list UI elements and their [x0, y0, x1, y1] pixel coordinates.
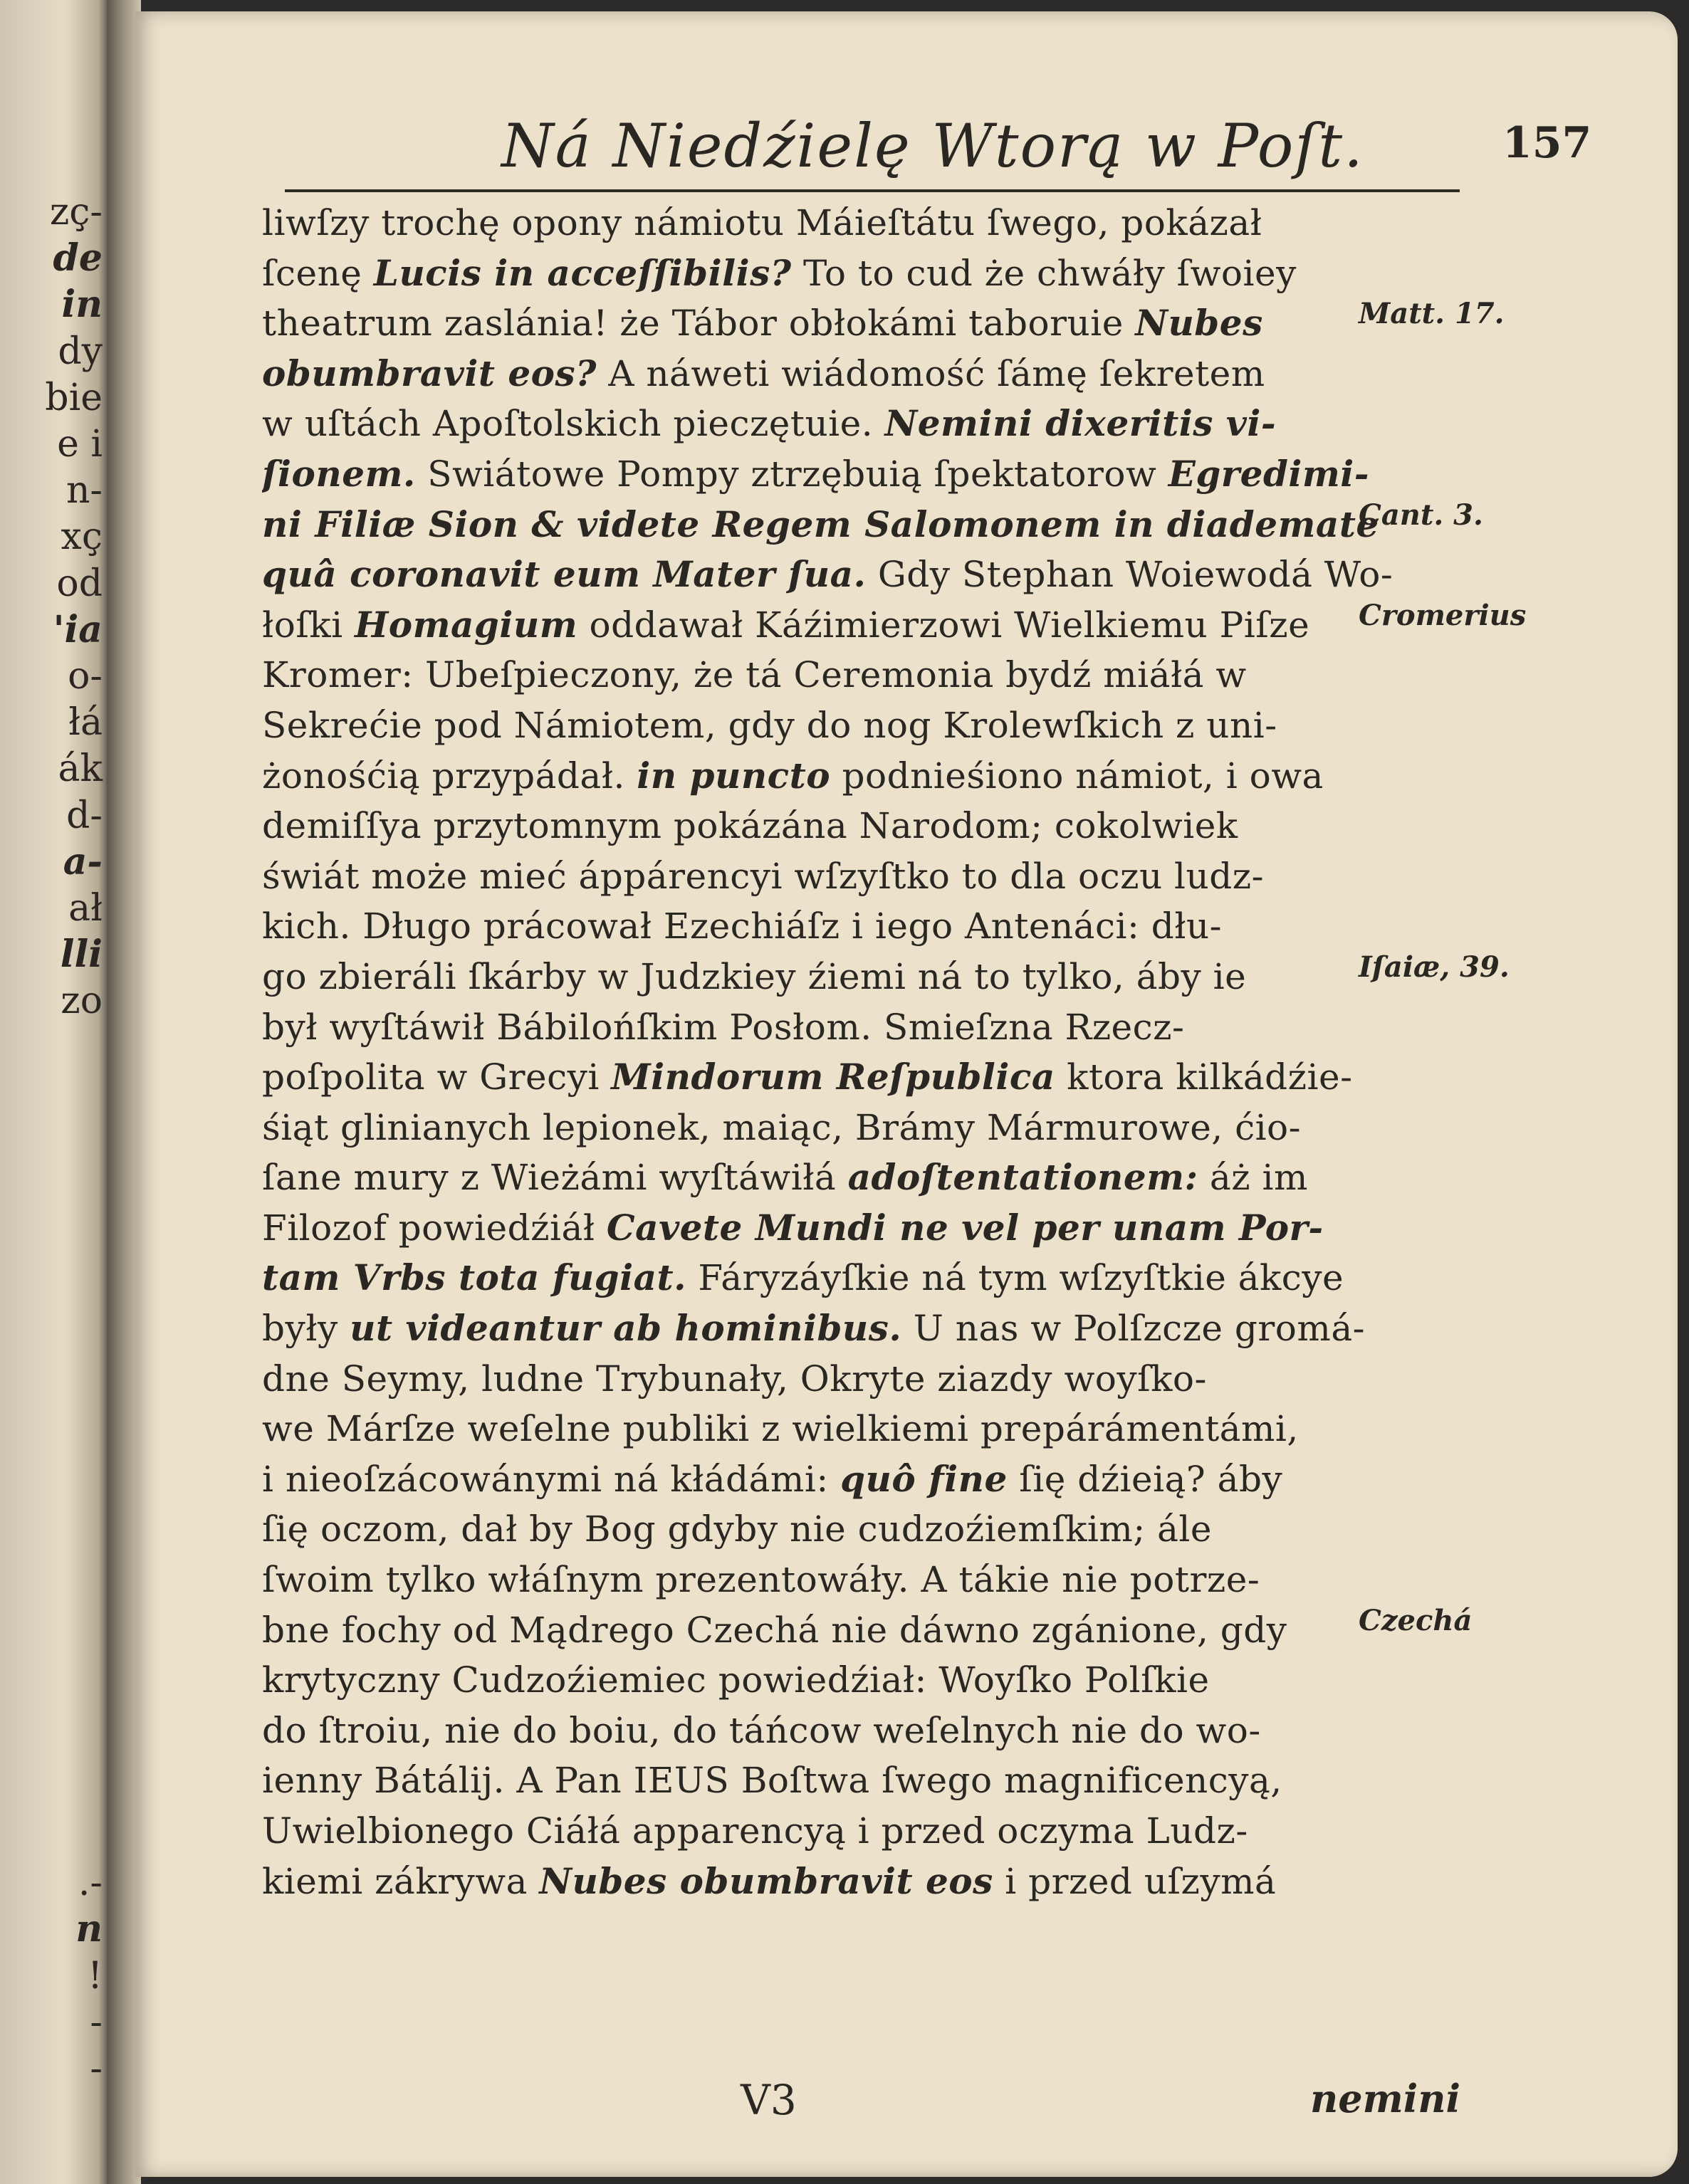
left-page-fragment: ał: [68, 887, 103, 930]
text-run: U nas w Polſzcze gromá-: [901, 1308, 1366, 1350]
latin-phrase: obumbravit eos?: [262, 352, 597, 394]
text-run: był wyſtáwił Bábilońſkim Posłom. Smieſzna Rzecz-: [262, 1006, 1185, 1048]
left-page-fragment: 'ia: [53, 607, 103, 651]
left-page-fragment: bie: [45, 376, 103, 419]
left-page-fragment: o-: [68, 655, 103, 698]
text-line: [262, 399, 1473, 449]
latin-phrase: tam Vrbs tota fugiat.: [262, 1256, 687, 1299]
marginal-note: Matt. 17.: [1359, 297, 1505, 331]
text-run: krytyczny Cudzoźiemiec powiedźiał: Woyſko Polſkie: [262, 1659, 1210, 1701]
text-line: [262, 1303, 1473, 1354]
left-page-fragment: n-: [66, 469, 103, 513]
text-line: [262, 851, 1473, 902]
left-page-fragment: od: [56, 562, 103, 605]
text-line: [262, 1655, 1473, 1706]
text-run: były: [262, 1308, 350, 1350]
left-page-fragment: lli: [60, 933, 103, 977]
latin-phrase: quô fine: [840, 1457, 1008, 1500]
left-page-fragment: zo: [61, 980, 103, 1023]
catchword: nemini: [1310, 2076, 1461, 2121]
latin-phrase: Nemini dixeritis vi-: [884, 402, 1277, 445]
text-run: áż im: [1198, 1157, 1308, 1199]
text-line: [262, 952, 1473, 1002]
left-page-fragment: !: [88, 1954, 103, 1997]
text-line: [262, 1002, 1473, 1053]
text-line: [262, 198, 1473, 248]
text-line: [262, 801, 1473, 851]
text-line: [262, 1504, 1473, 1555]
text-run: Gdy Stephan Woiewodá Wo-: [866, 554, 1393, 596]
latin-phrase: Nubes: [1135, 302, 1263, 345]
text-run: oddawał Káźimierzowi Wielkiemu Piſze: [577, 604, 1310, 646]
text-run: Swiátowe Pompy ztrzębuią ſpektatorow: [415, 453, 1168, 495]
latin-phrase: Mindorum Reſpublica: [611, 1056, 1055, 1098]
marginal-note: Cromerius: [1359, 598, 1527, 632]
left-page-fragment: e i: [57, 423, 103, 466]
text-line: [262, 298, 1473, 349]
latin-phrase: Egredimi-: [1168, 452, 1370, 495]
text-run: żonośćią przypádał.: [262, 755, 637, 797]
text-run: podnieśiono námiot, i owa: [830, 755, 1324, 797]
left-page-fragment: in: [61, 283, 103, 327]
text-run: ſwoim tylko włáſnym prezentowáły. A tákie nie potrze-: [262, 1559, 1260, 1601]
text-run: Kromer: Ubeſpieczony, że tá Ceremonia bydź miáłá w: [262, 654, 1247, 696]
page: [135, 11, 1678, 2177]
text-run: ſię dźieią? áby: [1007, 1458, 1283, 1500]
text-line: [262, 550, 1473, 600]
text-line: [262, 1605, 1473, 1656]
text-run: Sekrećie pod Námiotem, gdy do nog Krolewſkich z uni-: [262, 704, 1277, 746]
text-run: i przed uſzymá: [993, 1860, 1277, 1902]
left-page-fragment: de: [53, 236, 103, 280]
text-line: [262, 1857, 1473, 1907]
left-page-fragment: .-: [78, 1862, 103, 1905]
latin-phrase: adoſtentationem:: [847, 1156, 1198, 1199]
left-page-fragment: ák: [58, 747, 103, 791]
text-run: ktora kilkádźie-: [1055, 1056, 1353, 1098]
left-page-fragment: -: [90, 2047, 103, 2090]
text-run: ſię oczom, dał by Bog gdyby nie cudzoźiemſkim; ále: [262, 1508, 1212, 1550]
text-line: [262, 1555, 1473, 1605]
signature-mark: V3: [741, 2076, 797, 2124]
left-page-fragment: a-: [63, 839, 103, 883]
text-run: świát może mieć áppárencyi wſzyſtko to dla oczu ludz-: [262, 855, 1264, 897]
left-page-fragment: xç: [61, 515, 103, 559]
text-run: i nieoſzácowánymi ná kłádámi:: [262, 1458, 841, 1500]
left-page-fragment: łá: [68, 701, 103, 745]
latin-phrase: quâ coronavit eum Mater ſua.: [262, 553, 867, 596]
text-line: [262, 1806, 1473, 1857]
text-run: theatrum zaslánia! że Tábor obłokámi taboruie: [262, 303, 1136, 345]
text-line: [262, 449, 1473, 500]
left-page-fragment: n: [75, 1907, 103, 1951]
text-line: [262, 700, 1473, 751]
latin-phrase: ſionem.: [262, 452, 416, 495]
left-page-fragment: d-: [66, 794, 103, 837]
latin-phrase: Homagium: [355, 603, 578, 646]
text-run: A náweti wiádomość ſámę ſekretem: [596, 352, 1265, 394]
text-run: ſane mury z Wieżámi wyſtáwiłá: [262, 1157, 848, 1199]
text-run: go zbieráli ſkárby w Judzkiey źiemi ná to tylko, áby ie: [262, 955, 1247, 997]
header-rule: [285, 189, 1460, 192]
text-run: kiemi zákrywa: [262, 1860, 540, 1902]
latin-phrase: Cavete Mundi ne vel per unam Por-: [606, 1206, 1324, 1249]
marginal-note: Iſaiæ, 39.: [1359, 950, 1510, 984]
text-line: [262, 600, 1473, 651]
text-line: [262, 1103, 1473, 1153]
text-run: w uſtách Apoſtolskich pieczętuie.: [262, 403, 885, 445]
text-line: [262, 1253, 1473, 1303]
text-run: ſcenę: [262, 252, 374, 294]
text-run: ienny Bátálij. A Pan IEUS Boſtwa ſwego magnificencyą,: [262, 1760, 1282, 1802]
text-line: [262, 1454, 1473, 1505]
marginal-note: Czechá: [1359, 1603, 1473, 1637]
left-page-fragment: -: [90, 2000, 103, 2044]
text-run: Uwielbionego Ciáłá apparencyą i przed oczyma Ludz-: [262, 1810, 1248, 1852]
latin-phrase: in puncto: [637, 754, 831, 797]
text-run: Filozof powiedźiáł: [262, 1207, 607, 1249]
text-run: Fáryzáyſkie ná tym wſzyſtkie ákcye: [686, 1257, 1344, 1299]
text-run: bne fochy od Mądrego Czechá nie dáwno zgánione, gdy: [262, 1609, 1287, 1651]
text-run: liwſzy trochę opony námiotu Máieſtátu ſwego, pokázał: [262, 202, 1262, 243]
text-run: kich. Długo prácował Ezechiáſz i iego Antenáci: dłu-: [262, 905, 1223, 947]
text-line: [262, 248, 1473, 299]
text-line: [262, 751, 1473, 802]
text-run: demiſſya przytomnym pokázána Narodom; cokolwiek: [262, 805, 1238, 847]
text-line: [262, 1203, 1473, 1254]
text-run: do ſtroiu, nie do boiu, do táńcow weſelnych nie do wo-: [262, 1709, 1261, 1751]
text-run: poſpolita w Grecyi: [262, 1056, 612, 1098]
text-run: śiąt glinianych lepionek, maiąc, Brámy Mármurowe, ćio-: [262, 1106, 1302, 1148]
text-run: dne Seymy, ludne Trybunały, Okryte ziazdy woyſko-: [262, 1358, 1207, 1400]
left-page-fragment: zç-: [49, 191, 103, 233]
body-text: [262, 198, 1473, 1906]
text-line: [262, 1404, 1473, 1454]
text-run: To to cud że chwáły ſwoiey: [791, 252, 1297, 294]
text-line: [262, 650, 1473, 700]
text-line: [262, 1706, 1473, 1756]
latin-phrase: Lucis in acceſſibilis?: [373, 251, 792, 294]
latin-phrase: ni Filiæ Sion & videte Regem Salomonem in diademate: [262, 503, 1379, 545]
left-page-edge: [0, 0, 107, 2184]
running-title: Ná Niedźielę Wtorą w Poſt.: [501, 111, 1364, 181]
text-line: [262, 1052, 1473, 1103]
text-line: [262, 901, 1473, 952]
text-run: we Márſze weſelne publiki z wielkiemi prepárámentámi,: [262, 1408, 1299, 1450]
latin-phrase: Nubes obumbravit eos: [539, 1859, 993, 1902]
text-line: [262, 349, 1473, 399]
marginal-note: Cant. 3.: [1359, 498, 1483, 532]
text-line: [262, 500, 1473, 550]
text-line: [262, 1153, 1473, 1203]
text-run: łoſki: [262, 604, 355, 646]
text-line: [262, 1755, 1473, 1806]
left-page-fragment: dy: [58, 330, 103, 373]
page-number: 157: [1502, 118, 1592, 168]
latin-phrase: ut videantur ab hominibus.: [350, 1307, 902, 1350]
text-line: [262, 1354, 1473, 1405]
